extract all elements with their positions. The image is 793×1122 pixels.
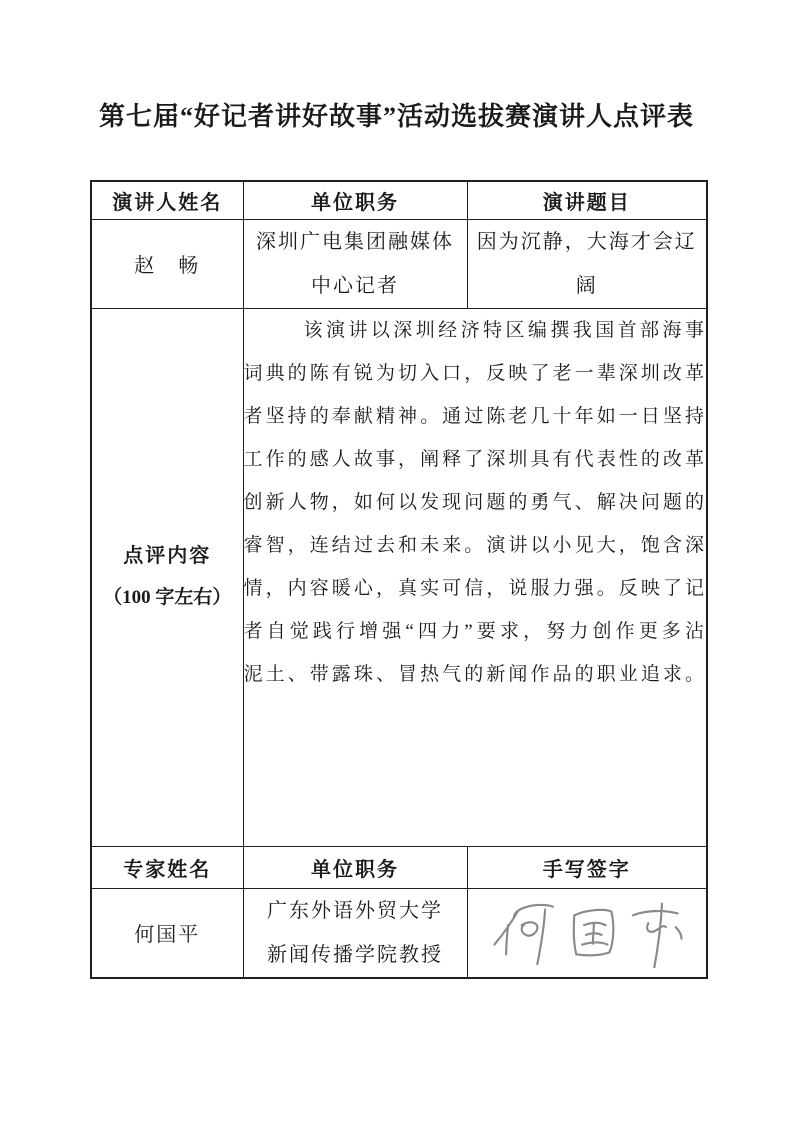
speaker-unit-cell bbox=[243, 219, 467, 308]
comment-line: 者坚持的奉献精神。通过陈老几十年如一日坚持 bbox=[243, 405, 706, 427]
expert-name-cell: 何国平 bbox=[91, 888, 243, 978]
speaker-unit-line1: 深圳广电集团融媒体 bbox=[256, 230, 454, 253]
expert-unit-line2: 新闻传播学院教授 bbox=[267, 943, 443, 966]
speaker-data-row bbox=[91, 219, 707, 308]
comment-line: 创新人物，如何以发现问题的勇气、解决问题的 bbox=[243, 491, 706, 513]
signature-cell bbox=[467, 888, 707, 978]
evaluation-table bbox=[90, 180, 708, 979]
speech-topic-cell bbox=[467, 219, 707, 308]
comment-line: 睿智，连结过去和未来。演讲以小见大，饱含深 bbox=[243, 534, 706, 556]
comment-label-cell bbox=[91, 308, 243, 846]
header-expert-name: 专家姓名 bbox=[91, 846, 243, 888]
header-speaker-name: 演讲人姓名 bbox=[91, 181, 243, 219]
speaker-unit-line2: 中心记者 bbox=[311, 274, 399, 297]
expert-header-row bbox=[91, 846, 707, 888]
speaker-name-cell: 赵 畅 bbox=[91, 219, 243, 308]
header-unit-position: 单位职务 bbox=[243, 181, 467, 219]
header-handwritten-signature: 手写签字 bbox=[467, 846, 707, 888]
comment-line: 情，内容暖心，真实可信，说服力强。反映了记 bbox=[243, 577, 706, 599]
speaker-header-row bbox=[91, 181, 707, 219]
signature-he-guoping-handwriting bbox=[482, 892, 692, 968]
expert-data-row bbox=[91, 888, 707, 978]
comment-line: 该演讲以深圳经济特区编撰我国首部海事 bbox=[303, 319, 706, 341]
speech-topic-line2: 阔 bbox=[575, 274, 598, 297]
comment-line: 词典的陈有锐为切入口，反映了老一辈深圳改革 bbox=[243, 362, 706, 384]
speech-topic-line1: 因为沉静，大海才会辽 bbox=[476, 230, 697, 253]
comment-content-cell bbox=[243, 308, 707, 846]
header-expert-unit: 单位职务 bbox=[243, 846, 467, 888]
comment-line: 泥土、带露珠、冒热气的新闻作品的职业追求。 bbox=[243, 663, 706, 685]
comment-label-line2: （100 字左右） bbox=[103, 587, 232, 608]
comment-line: 者自觉践行增强“四力”要求，努力创作更多沾 bbox=[243, 620, 706, 642]
expert-unit-cell bbox=[243, 888, 467, 978]
expert-unit-line1: 广东外语外贸大学 bbox=[267, 899, 443, 922]
page-title: 第七届“好记者讲好故事”活动选拔赛演讲人点评表 bbox=[98, 102, 694, 131]
comment-label-line1: 点评内容 bbox=[123, 545, 212, 567]
header-speech-title: 演讲题目 bbox=[467, 181, 707, 219]
comment-row bbox=[91, 308, 707, 846]
comment-line: 工作的感人故事，阐释了深圳具有代表性的改革 bbox=[243, 448, 706, 470]
